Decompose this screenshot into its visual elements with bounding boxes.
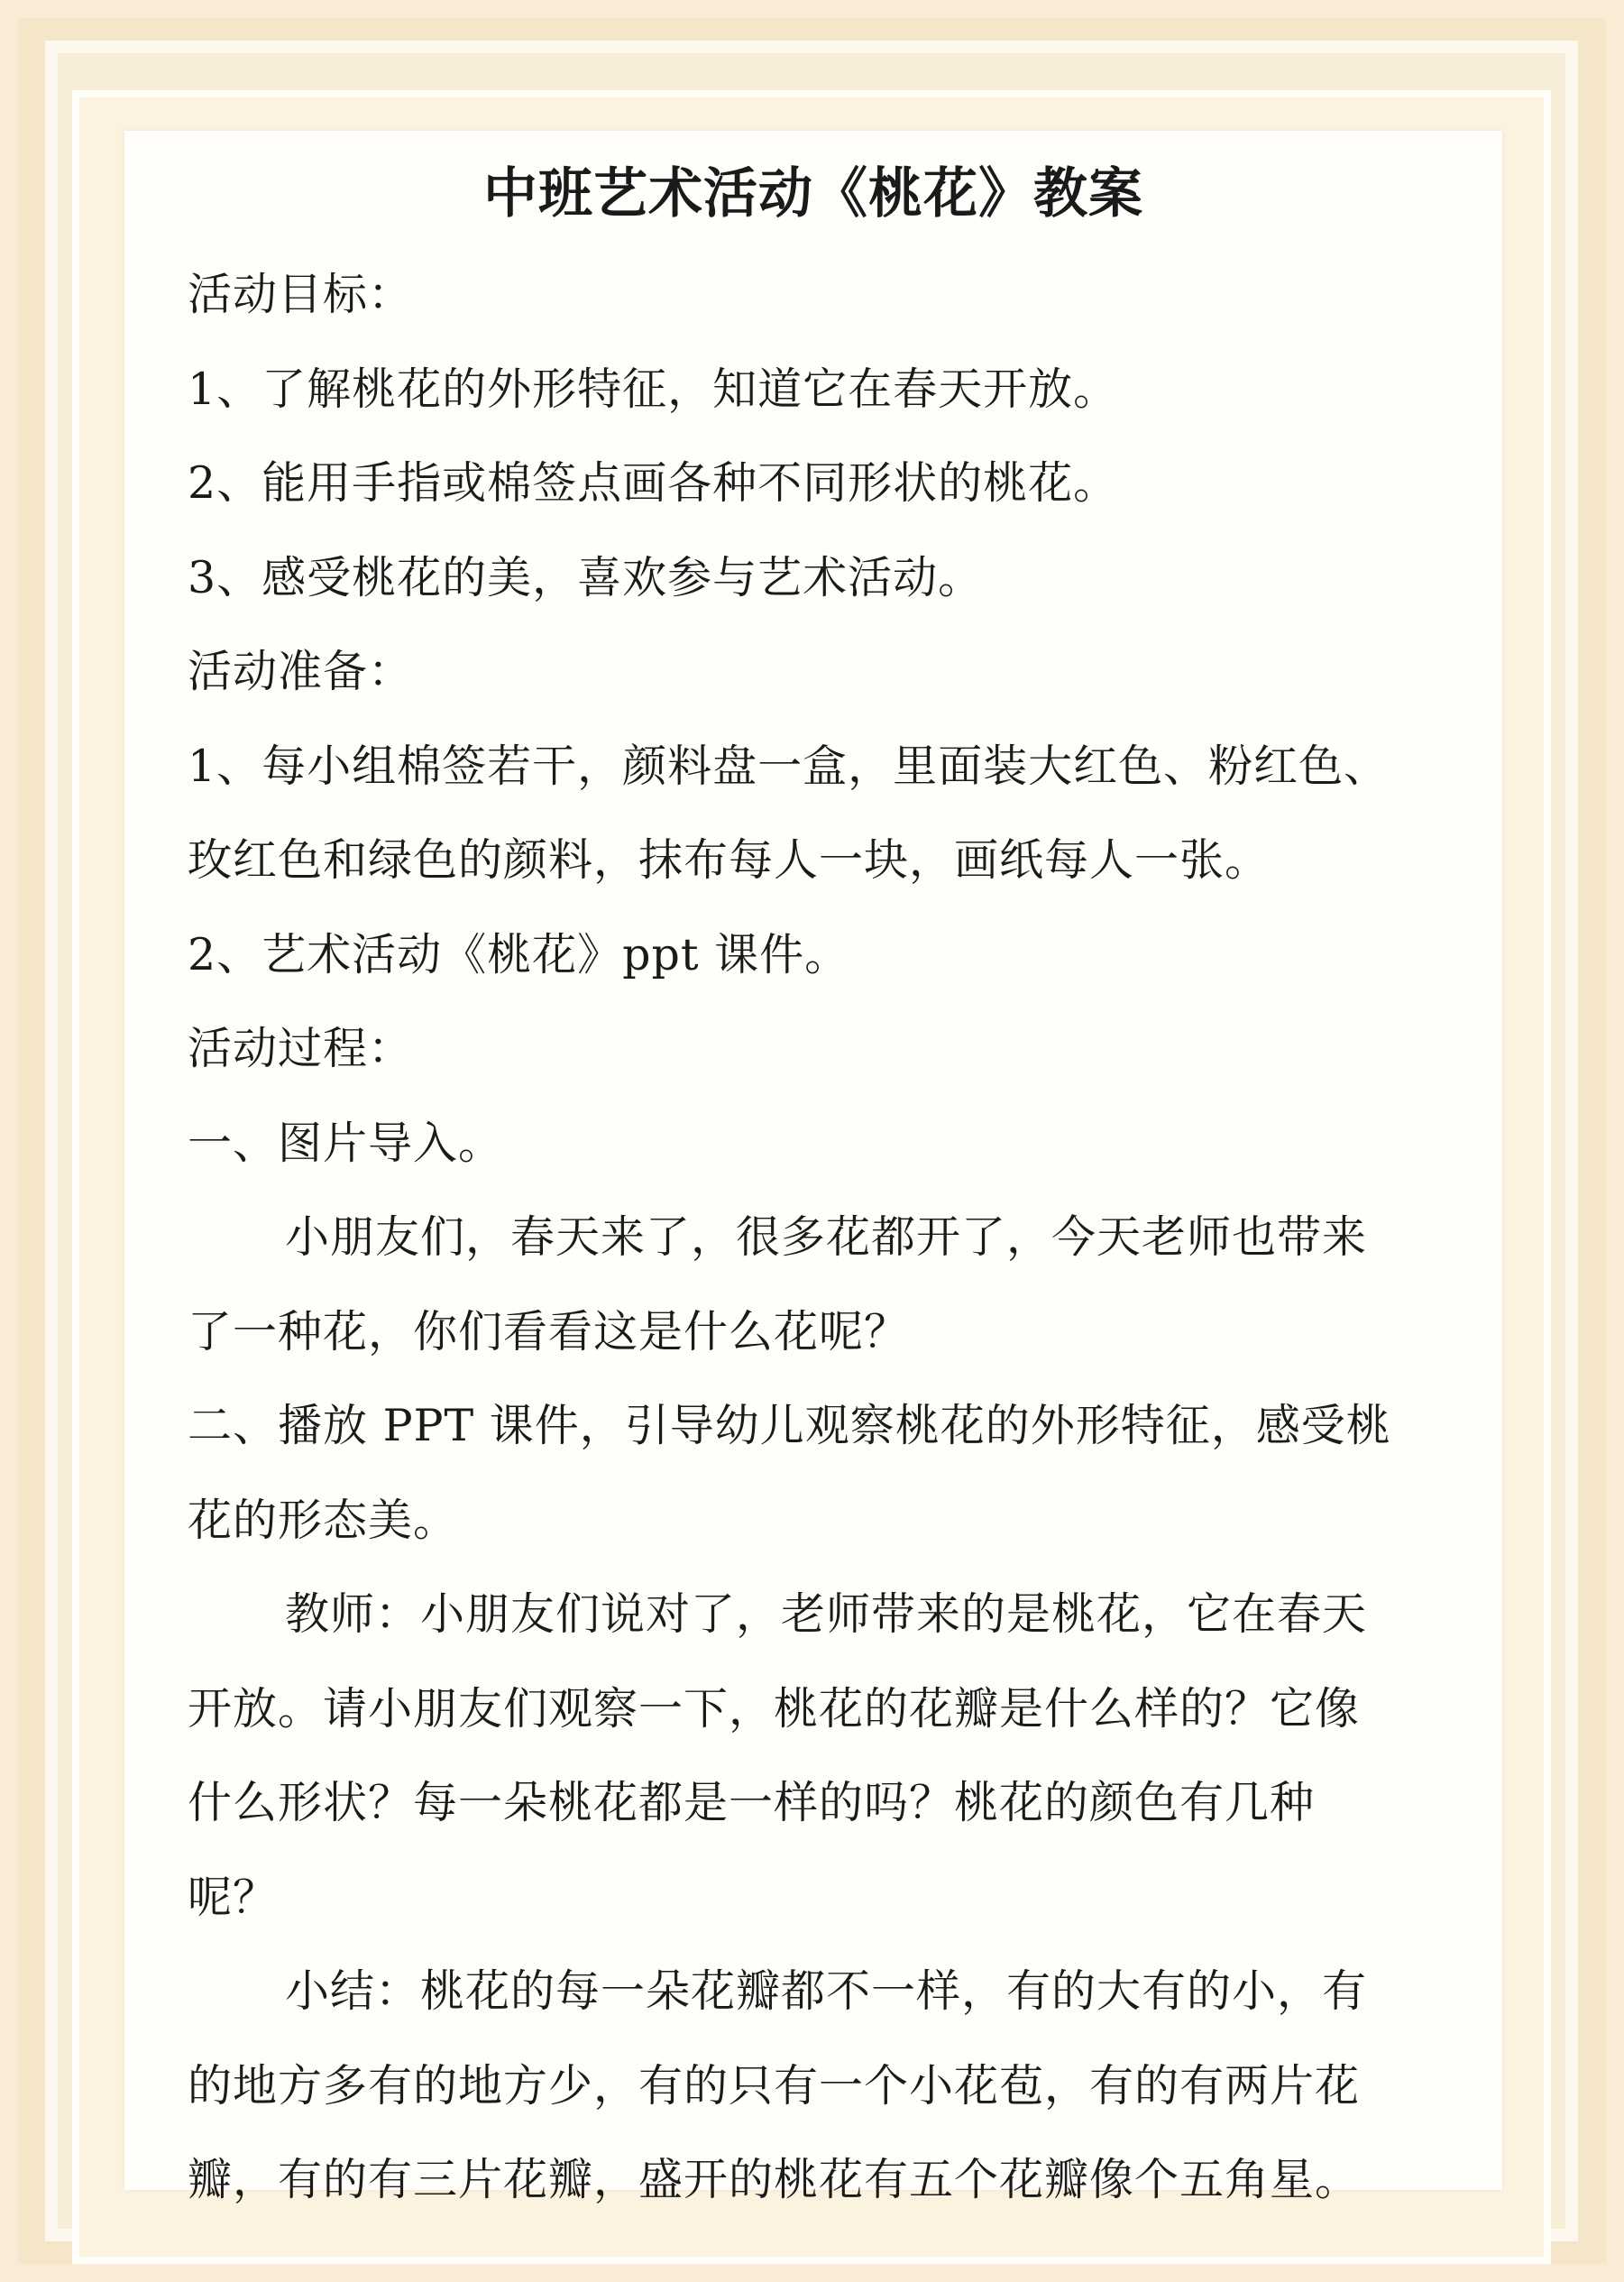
document-line: 活动过程：	[188, 1023, 414, 1074]
document-line: 的地方多有的地方少，有的只有一个小花苞，有的有两片花	[188, 2059, 1361, 2112]
document-line: 活动目标：	[188, 269, 414, 320]
document-line: 开放。请小朋友们观察一下，桃花的花瓣是什么样的？它像	[188, 1682, 1361, 1735]
document-line: 一、图片导入。	[188, 1117, 504, 1169]
document-line: 小朋友们，春天来了，很多花都开了，今天老师也带来	[285, 1211, 1368, 1263]
document-line: 了一种花，你们看看这是什么花呢？	[188, 1305, 910, 1357]
document-line: 1、每小组棉签若干，颜料盘一盒，里面装大红色、粉红色、	[188, 740, 1390, 792]
document-title: 中班艺术活动《桃花》教案	[483, 162, 1143, 225]
document-line: 二、播放 PPT 课件，引导幼儿观察桃花的外形特征，感受桃	[188, 1400, 1391, 1451]
document-line: 什么形状？每一朵桃花都是一样的吗？桃花的颜色有几种	[188, 1777, 1316, 1828]
document-line: 呢？	[188, 1871, 279, 1923]
document-line: 活动准备：	[188, 646, 414, 697]
document-line: 1、了解桃花的外形特征，知道它在春天开放。	[188, 363, 1119, 415]
document-line: 3、感受桃花的美，喜欢参与艺术活动。	[188, 551, 984, 603]
document-line: 2、艺术活动《桃花》ppt 课件。	[188, 928, 850, 980]
document-line: 玫红色和绿色的颜料，抹布每人一块，画纸每人一张。	[188, 834, 1271, 886]
document-line: 教师：小朋友们说对了，老师带来的是桃花，它在春天	[285, 1588, 1368, 1640]
document-page	[124, 131, 1502, 2205]
document-line: 花的形态美。	[188, 1494, 459, 1546]
document-line: 小结：桃花的每一朵花瓣都不一样，有的大有的小，有	[285, 1965, 1368, 2017]
document-body	[188, 248, 1468, 2228]
document-line: 2、能用手指或棉签点画各种不同形状的桃花。	[188, 457, 1119, 509]
document-line: 瓣，有的有三片花瓣，盛开的桃花有五个花瓣像个五角星。	[188, 2154, 1361, 2205]
